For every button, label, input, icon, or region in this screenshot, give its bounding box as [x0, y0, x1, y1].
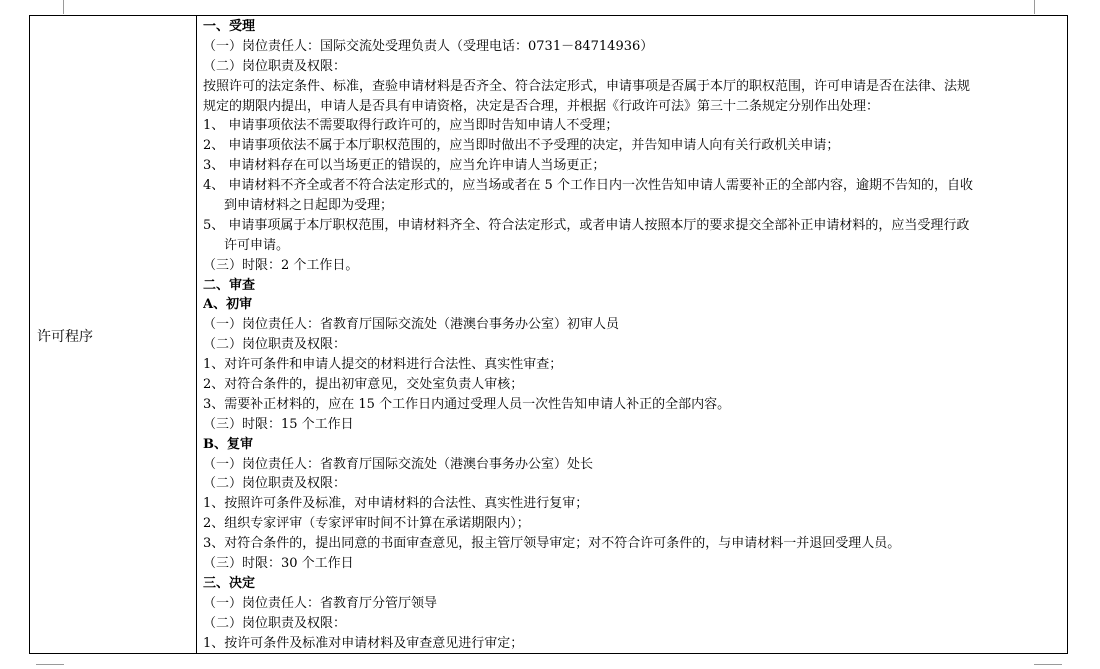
section-heading: 三、决定	[203, 575, 256, 591]
procedure-line: （二）岗位职责及权限：	[203, 476, 347, 492]
procedure-line: 2、对符合条件的，提出初审意见，交处室负责人审核；	[203, 377, 524, 393]
procedure-content-cell	[198, 16, 1067, 653]
crop-mark-bottom-left	[36, 664, 64, 665]
procedure-line: 1、按照许可条件及标准，对申请材料的合法性、真实性进行复审；	[203, 496, 589, 512]
procedure-line: 1、对许可条件和申请人提交的材料进行合法性、真实性审查；	[203, 357, 563, 373]
crop-mark-top-right	[1034, 0, 1035, 14]
procedure-line: 4、 申请材料不齐全或者不符合法定形式的，应当场或者在 5 个工作日内一次性告知申请人需要补正的全部内容，逾期不告知的，自收	[203, 178, 973, 194]
section-heading: 二、审查	[203, 277, 256, 293]
crop-mark-top-left	[63, 0, 64, 14]
section-heading: B、复审	[203, 436, 253, 452]
section-heading: A、初审	[203, 297, 253, 313]
procedure-line: 3、 申请材料存在可以当场更正的错误的，应当允许申请人当场更正；	[203, 158, 606, 174]
procedure-line: 2、 申请事项依法不属于本厅职权范围的，应当即时做出不予受理的决定，并告知申请人向有关行政机关申请；	[203, 138, 840, 154]
procedure-line: （一）岗位责任人：国际交流处受理负责人（受理电话：0731－84714936）	[203, 38, 654, 54]
permit-procedure-table	[29, 15, 1068, 654]
procedure-line: 许可申请。	[224, 237, 290, 253]
category-label: 许可程序	[37, 329, 93, 345]
procedure-line: （三）时限：30 个工作日	[203, 556, 354, 572]
procedure-line: 5、 申请事项属于本厅职权范围，申请材料齐全、符合法定形式，或者申请人按照本厅的要求提交全部补正申请材料的，应当受理行政	[203, 217, 970, 233]
procedure-line: 3、对符合条件的，提出同意的书面审查意见，报主管厅领导审定；对不符合许可条件的，与申请材料一并退回受理人员。	[203, 536, 901, 552]
crop-mark-bottom-right	[1034, 664, 1062, 665]
procedure-line: 1、 申请事项依法不需要取得行政许可的，应当即时告知申请人不受理；	[203, 118, 619, 134]
procedure-line: 到申请材料之日起即为受理；	[224, 198, 394, 214]
procedure-line: （三）时限：2 个工作日。	[203, 257, 359, 273]
procedure-line: 规定的期限内提出，申请人是否具有申请资格，决定是否合理，并根据《行政许可法》第三十二条规定分别作出处理：	[203, 98, 880, 114]
procedure-line: （二）岗位职责及权限：	[203, 337, 347, 353]
section-heading: 一、受理	[203, 19, 256, 34]
category-cell	[30, 16, 197, 653]
procedure-line: （一）岗位责任人：省教育厅国际交流处（港澳台事务办公室）处长	[203, 456, 594, 472]
procedure-line: （一）岗位责任人：省教育厅分管厅领导	[203, 595, 438, 611]
procedure-line: （二）岗位职责及权限：	[203, 58, 347, 74]
procedure-line: （二）岗位职责及权限：	[203, 615, 347, 631]
procedure-line: 3、需要补正材料的，应在 15 个工作日内通过受理人员一次性告知申请人补正的全部内容。	[203, 396, 731, 412]
procedure-line: （三）时限：15 个工作日	[203, 416, 354, 432]
procedure-line: （一）岗位责任人：省教育厅国际交流处（港澳台事务办公室）初审人员	[203, 317, 620, 333]
procedure-line: 按照许可的法定条件、标准，查验申请材料是否齐全、符合法定形式，申请事项是否属于本厅的职权范围，许可申请是否在法律、法规	[203, 78, 971, 94]
procedure-line: 1、按许可条件及标准对申请材料及审查意见进行审定；	[203, 635, 524, 651]
procedure-line: 2、组织专家评审（专家评审时间不计算在承诺期限内）；	[203, 516, 530, 532]
